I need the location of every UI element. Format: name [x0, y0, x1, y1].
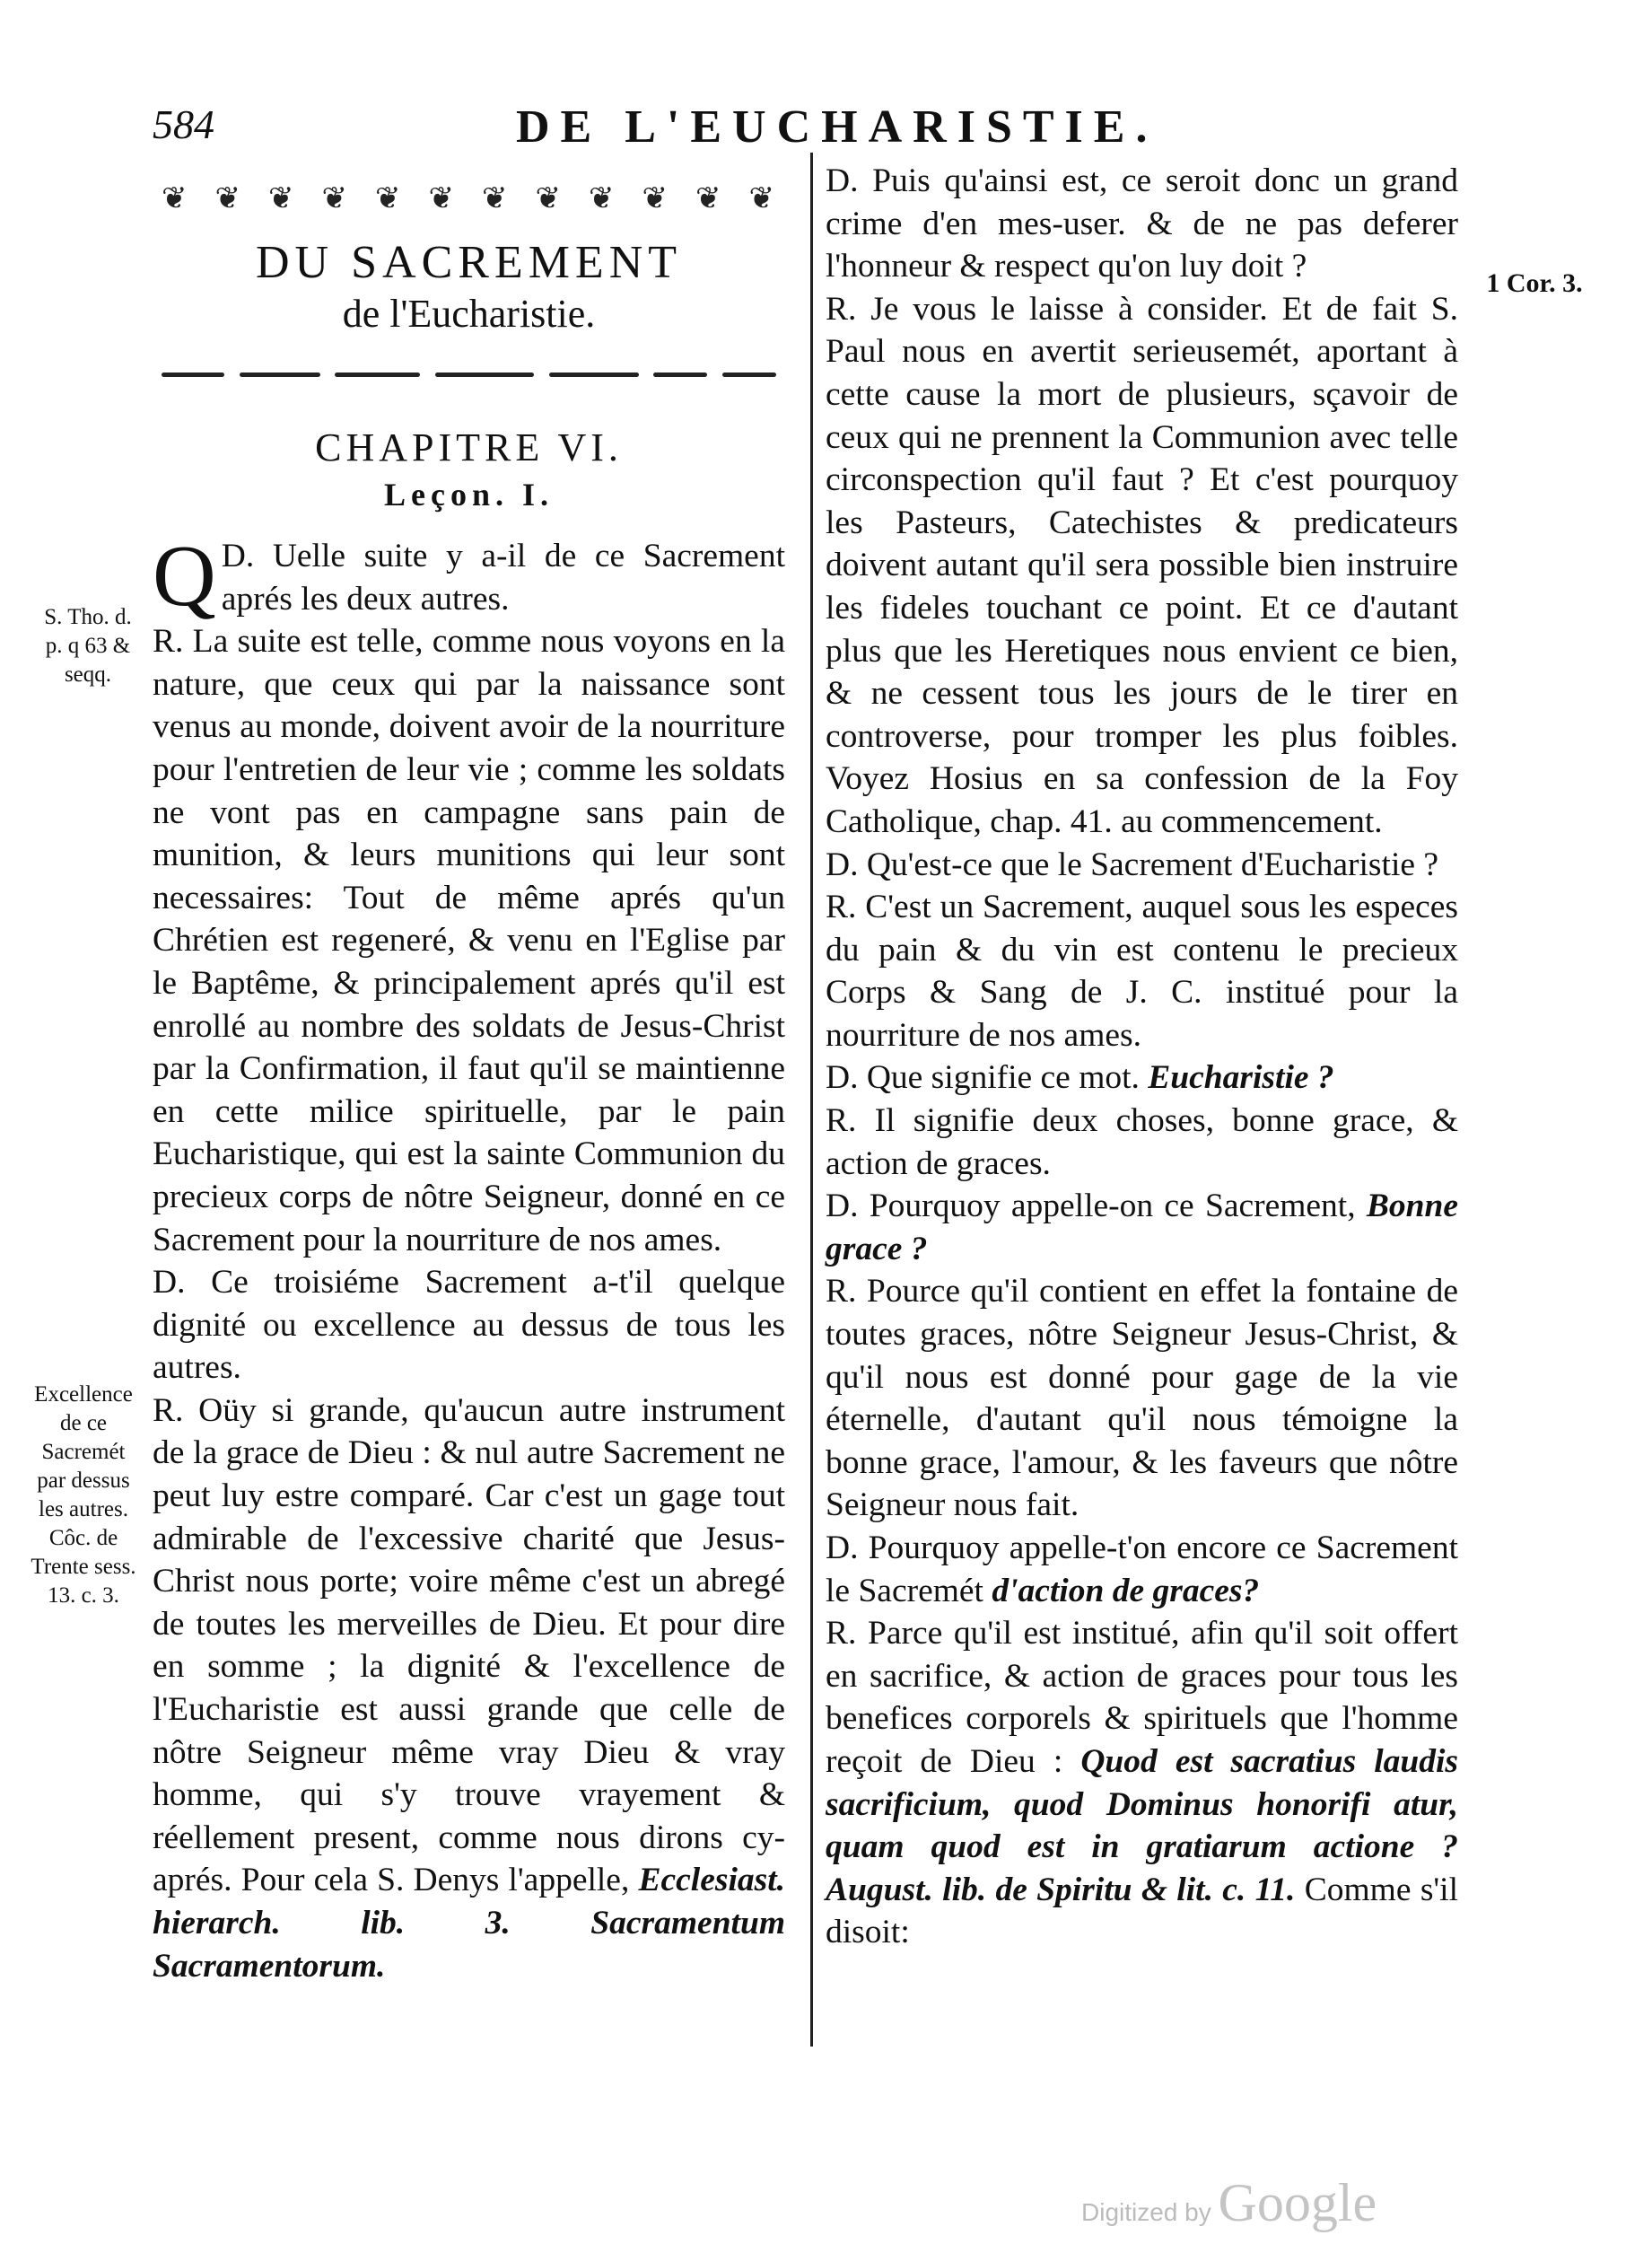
question-text: Uelle suite y a-il de ce Sacrement aprés les deux autres. [221, 538, 785, 618]
digitized-watermark [1081, 2172, 1377, 2234]
paragraph-3: D. Qu'est-ce que le Sacrement d'Eucharistie ? [826, 846, 1439, 883]
paragraph-8: R. Pource qu'il contient en effet la fontaine de toutes graces, nôtre Seigneur Jesus-Christ, & qu'il nous est donné pour gage de la vie éternelle, d'autant qu'il nous témoigne la bonne grace, l'amour, & les faveurs que nôtre Seigneur nous fait. [826, 1273, 1458, 1524]
paragraph-10-end: Comme s'il disoit: [826, 1871, 1459, 1951]
margin-note-corinthians: 1 Cor. 3. [1486, 268, 1583, 298]
watermark-prefix: Digitized by [1081, 2198, 1211, 2226]
paragraph-2: R. Je vous le laisse à consider. Et de fait S. Paul nous en avertit serieusemét, aportant à cette cause la mort de plusieurs, sçavoir de ceux qui ne prennent la Communion avec telle circonspection qu'il faut ? Et c'est pourquoy les Pasteurs, Catechistes & predicateurs doivent autant qu'il sera possible bien instruire les fideles touchant ce point. Et ce d'autant plus que les Heretiques nous envient ce bien, & ne cessent tous les jours de le tirer en controverse, pour tromper les plus foibles. Voyez Hosius en sa confession de la Foy Catholique, chap. 41. au commencement. [826, 290, 1458, 840]
paragraph-9-text: D. Pourquoy appelle-t'on encore ce Sacrement le Sacremét [826, 1530, 1458, 1609]
paragraph-7 [826, 1185, 1458, 1270]
margin-note-excellence: Excellence de ce Sacremét par dessus les autres. Côc. de Trente sess. 13. c. 3. [31, 1382, 136, 1608]
right-column [826, 160, 1458, 1954]
paragraph-7-latin: Bonne grace ? [826, 1188, 1458, 1267]
paragraph-4: R. C'est un Sacrement, auquel sous les especes du pain & du vin est contenu le precieux Corps & Sang de J. C. institué pour la nourriture de nos ames. [826, 889, 1458, 1054]
chapter-heading: CHAPITRE VI. [315, 425, 623, 469]
paragraph-10-latin: Quod est sacratius laudis sacrificium, quod Dominus honorifi atur, quam quod est in gratiarum actione ? August. lib. de Spiritu & lit. c. 11. [826, 1742, 1459, 1908]
ornament-icon: ❦ [695, 182, 723, 215]
ornament-icon: ❦ [482, 182, 510, 215]
question-label: D. [221, 538, 255, 574]
ornament-band [162, 180, 776, 219]
watermark-brand: Google [1218, 2173, 1377, 2232]
paragraph-6: R. Il signifie deux choses, bonne grace, & action de graces. [826, 1102, 1458, 1182]
running-head: DE L'EUCHARISTIE. [516, 101, 1158, 153]
right-body [826, 160, 1458, 1954]
ornament-icon: ❦ [748, 182, 776, 215]
lesson-heading: Leçon. I. [384, 477, 554, 513]
ornament-icon: ❦ [589, 182, 616, 215]
left-column [153, 180, 785, 1987]
ornament-icon: ❦ [375, 182, 403, 215]
ornament-icon: ❦ [642, 182, 669, 215]
decorative-rule [162, 361, 776, 388]
paragraph-10 [826, 1612, 1458, 1954]
paragraph-9 [826, 1527, 1458, 1612]
drop-cap: Q [153, 528, 216, 625]
question-2: D. Ce troisiéme Sacrement a-t'il quelque dignité ou excellence au dessus de tous les autres. [153, 1264, 785, 1387]
ornament-icon: ❦ [162, 182, 189, 215]
answer-2-text: R. Oüy si grande, qu'aucun autre instrument de la grace de Dieu : & nul autre Sacrement ne peut luy estre comparé. Car c'est un gage tout admirable de l'excessive charité que Jesus-Christ nous porte; voire même c'est un abregé de toutes les merveilles de Dieu. Et pour dire en somme ; la dignité & l'excellence de l'Eucharistie est aussi grande que celle de nôtre Seigneur même vray Dieu & vray homme, qui s'y trouve vrayement & réellement present, comme nous dirons cy-aprés. Pour cela S. Denys l'appelle, [153, 1391, 785, 1899]
paragraph-5-text: D. Que signifie ce mot. [826, 1059, 1140, 1097]
paragraph-10-text: R. Parce qu'il est institué, afin qu'il soit offert en sacrifice, & action de graces pour tous les benefices corporels & spirituels que l'homme reçoit de Dieu : [826, 1615, 1458, 1780]
paragraph-5 [826, 1056, 1458, 1100]
section-title: DU SACREMENT [255, 237, 683, 288]
paragraph-9-latin: d'action de graces? [992, 1572, 1260, 1609]
left-body [153, 528, 786, 1987]
paragraph-7-text: D. Pourquoy appelle-on ce Sacrement, [826, 1188, 1356, 1225]
latin-citation: Ecclesiast. hierarch. lib. 3. Sacramentum Sacramentorum. [153, 1862, 786, 1985]
page-number: 584 [153, 101, 214, 147]
ornament-icon: ❦ [214, 182, 242, 215]
paragraph-5-latin: Eucharistie ? [1148, 1059, 1334, 1097]
ornament-icon: ❦ [268, 182, 296, 215]
ornament-icon: ❦ [321, 182, 349, 215]
answer-1: R. La suite est telle, comme nous voyons en la nature, que ceux qui par la naissance sont venus au monde, doivent avoir de la nourriture pour l'entretien de leur vie ; comme les soldats ne vont pas en campagne sans pain de munition, & leurs munitions qui leur sont necessaires: Tout de même aprés qu'un Chrétien est regeneré, & venu en l'Eglise par le Baptême, & principalement aprés qu'il est enrollé au nombre des soldats de Jesus-Christ par la Confirmation, il faut qu'il se maintienne en cette milice spirituelle, par le pain Eucharistique, qui est la sainte Communion du precieux corps de nôtre Seigneur, donné en ce Sacrement pour la nourriture de nos ames. [153, 623, 785, 1258]
column-rule [810, 153, 813, 2047]
ornament-icon: ❦ [535, 182, 563, 215]
section-subtitle: de l'Eucharistie. [342, 292, 596, 336]
margin-note-thomas: S. Tho. d. p. q 63 & seqq. [44, 605, 132, 687]
question-1 [153, 528, 785, 625]
answer-2 [153, 1389, 785, 1987]
ornament-icon: ❦ [428, 182, 456, 215]
paragraph-1: D. Puis qu'ainsi est, ce seroit donc un grand crime d'en mes-user. & de ne pas deferer l'honneur & respect qu'on luy doit ? [826, 162, 1458, 285]
